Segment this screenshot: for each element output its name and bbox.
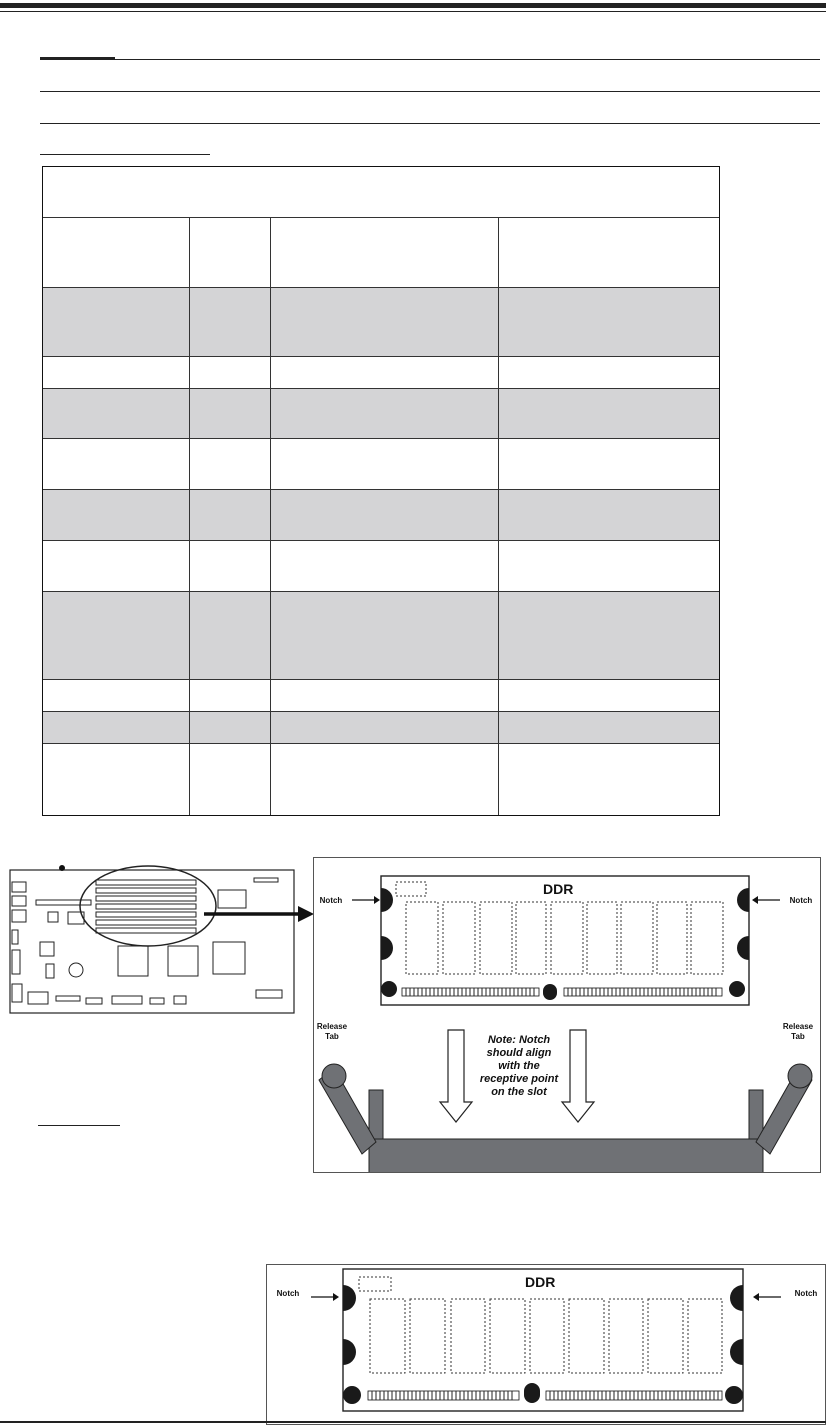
table-row (43, 711, 719, 743)
release-tab-label-right: Release Tab (782, 1022, 814, 1041)
table-row (43, 287, 719, 356)
ddr-module-label: DDR (543, 881, 574, 897)
table-row (43, 540, 719, 591)
row-divider (43, 438, 719, 439)
row-divider (43, 489, 719, 490)
release-tab-label-left: Release Tab (316, 1022, 348, 1041)
col-divider (189, 217, 190, 815)
row-divider (43, 591, 719, 592)
table-row (43, 743, 719, 815)
notch-label-right: Notch (789, 896, 813, 905)
diagram-caption-underline (38, 1125, 120, 1126)
ddr-module-figure (266, 1264, 826, 1425)
table-header-row (43, 217, 719, 287)
row-divider (43, 287, 719, 288)
motherboard-diagram (8, 860, 318, 1020)
notch-label-left: Notch (276, 1289, 300, 1298)
table-row (43, 489, 719, 540)
table-row (43, 356, 719, 388)
ddr-module-label: DDR (525, 1274, 556, 1290)
section-rule-3 (40, 123, 820, 124)
ddr-install-figure (313, 857, 821, 1173)
notch-label-left: Notch (319, 896, 343, 905)
col-divider (270, 217, 271, 815)
table-row (43, 591, 719, 679)
notch-label-right: Notch (794, 1289, 818, 1298)
row-divider (43, 743, 719, 744)
row-divider (43, 356, 719, 357)
table-row (43, 679, 719, 711)
section-rule-2 (40, 91, 820, 92)
table-heading-underline (40, 154, 210, 155)
section-rule-1 (40, 59, 820, 60)
notch-alignment-note: Note: Notch should align with the receptive point on the slot (479, 1034, 559, 1098)
col-divider (498, 217, 499, 815)
header-rule-thick (0, 3, 826, 8)
footer-rule (0, 1421, 826, 1423)
table-row (43, 388, 719, 438)
table-title-row (43, 167, 719, 218)
row-divider (43, 711, 719, 712)
header-rule-thin (0, 11, 826, 12)
memory-table (42, 166, 720, 816)
row-divider (43, 679, 719, 680)
ddr-install-graphic (314, 858, 820, 1172)
row-divider (43, 540, 719, 541)
row-divider (43, 388, 719, 389)
table-row (43, 438, 719, 489)
